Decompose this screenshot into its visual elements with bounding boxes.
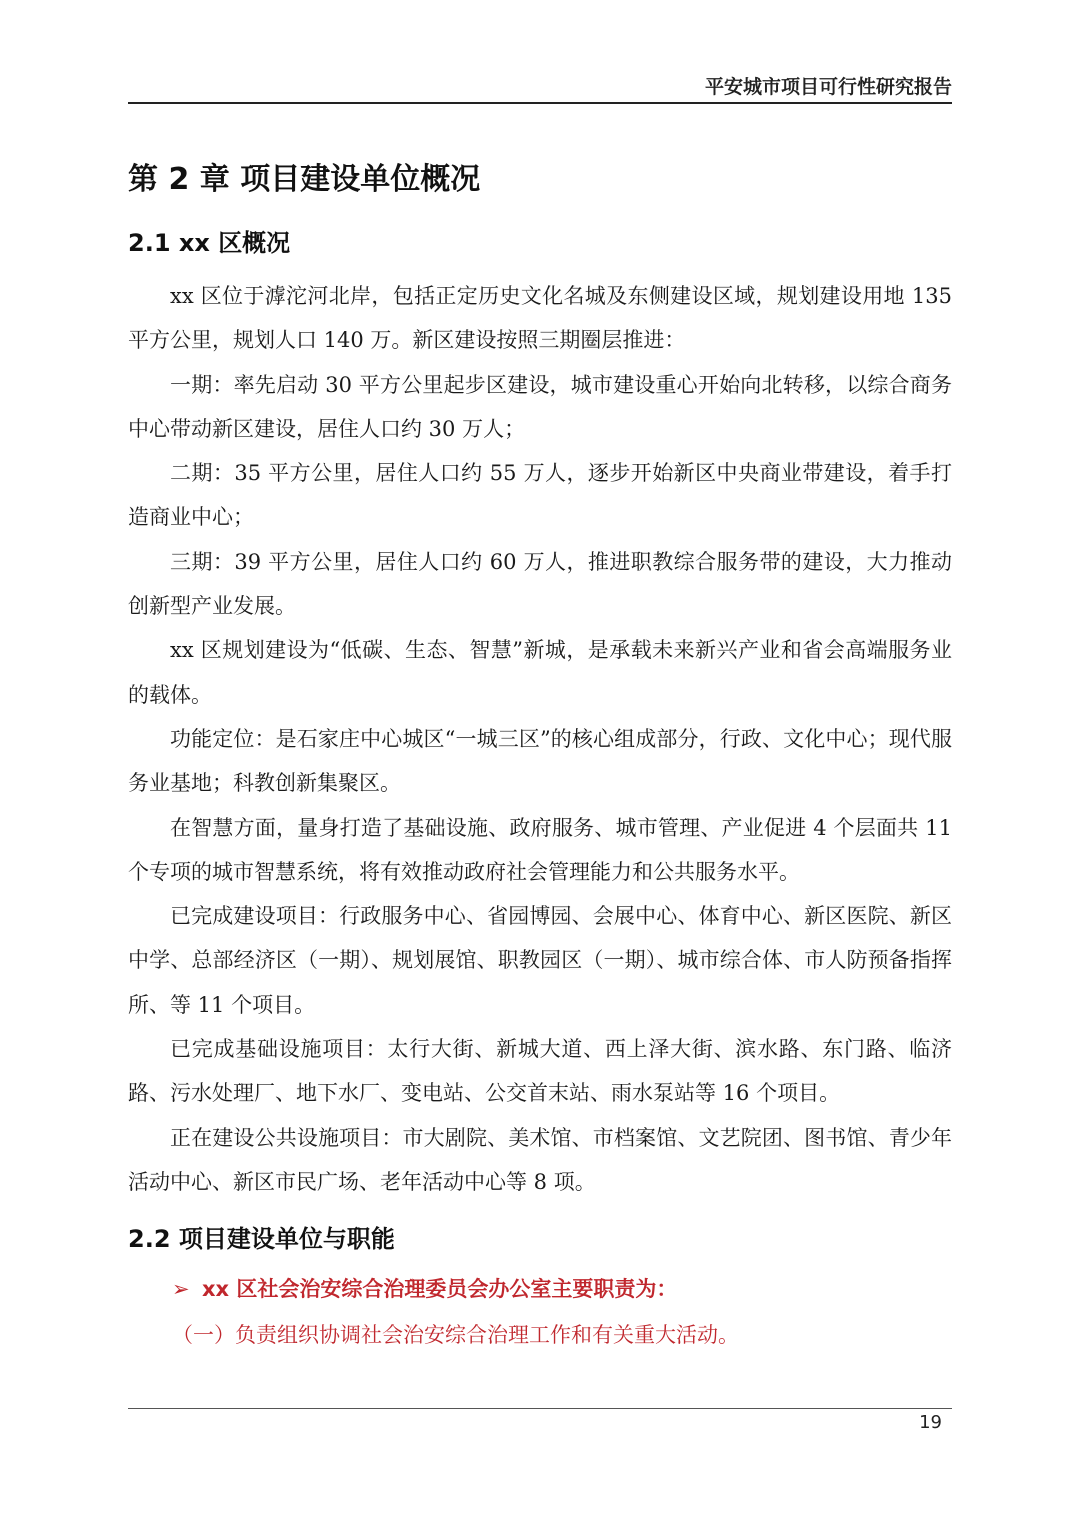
arrow-bullet-icon: ➢ <box>172 1277 190 1302</box>
paragraph: 正在建设公共设施项目：市大剧院、美术馆、市档案馆、文艺院团、图书馆、青少年活动中心、新区市民广场、老年活动中心等 8 项。 <box>128 1125 952 1194</box>
section-title-2-1: 2.1 xx 区概况 <box>128 229 291 257</box>
header-rule <box>128 102 952 104</box>
duty-item-1: （一）负责组织协调社会治安综合治理工作和有关重大活动。 <box>172 1323 739 1348</box>
paragraph: 三期：39 平方公里，居住人口约 60 万人，推进职教综合服务带的建设，大力推动创新型产业发展。 <box>128 549 952 619</box>
paragraph: 一期：率先启动 30 平方公里起步区建设，城市建设重心开始向北转移，以综合商务中心带动新区建设，居住人口约 30 万人； <box>128 372 952 441</box>
paragraph: 已完成基础设施项目：太行大街、新城大道、西上泽大街、滨水路、东门路、临济路、污水处理厂、地下水厂、变电站、公交首末站、雨水泵站等 16 个项目。 <box>128 1037 952 1106</box>
running-header: 平安城市项目可行性研究报告 <box>704 76 952 98</box>
paragraph: xx 区规划建设为“低碳、生态、智慧”新城，是承载未来新兴产业和省会高端服务业的载体。 <box>128 638 952 707</box>
paragraph: 功能定位：是石家庄中心城区“一城三区”的核心组成部分，行政、文化中心；现代服务业基地；科教创新集聚区。 <box>128 726 952 796</box>
page-number: 19 <box>919 1412 942 1433</box>
bullet-text: xx 区社会治安综合治理委员会办公室主要职责为： <box>202 1277 678 1302</box>
chapter-title: 第 2 章 项目建设单位概况 <box>128 162 481 197</box>
paragraph: xx 区位于滹沱河北岸，包括正定历史文化名城及东侧建设区域，规划建设用地 135 平方公里，规划人口 140 万。新区建设按照三期圈层推进： <box>128 284 952 353</box>
paragraph: 二期：35 平方公里，居住人口约 55 万人，逐步开始新区中央商业带建设，着手打造商业中心； <box>128 461 952 530</box>
page-body <box>128 152 952 1358</box>
footer-rule <box>128 1408 952 1409</box>
paragraph: 已完成建设项目：行政服务中心、省园博园、会展中心、体育中心、新区医院、新区中学、总部经济区（一期）、规划展馆、职教园区（一期）、城市综合体、市人防预备指挥所、等 11 个项目。 <box>128 904 952 1017</box>
red-bullet-heading <box>128 1266 952 1312</box>
paragraph: 在智慧方面，量身打造了基础设施、政府服务、城市管理、产业促进 4 个层面共 11 个专项的城市智慧系统，将有效推动政府社会管理能力和公共服务水平。 <box>128 815 952 884</box>
section-title-2-2: 2.2 项目建设单位与职能 <box>128 1225 395 1254</box>
